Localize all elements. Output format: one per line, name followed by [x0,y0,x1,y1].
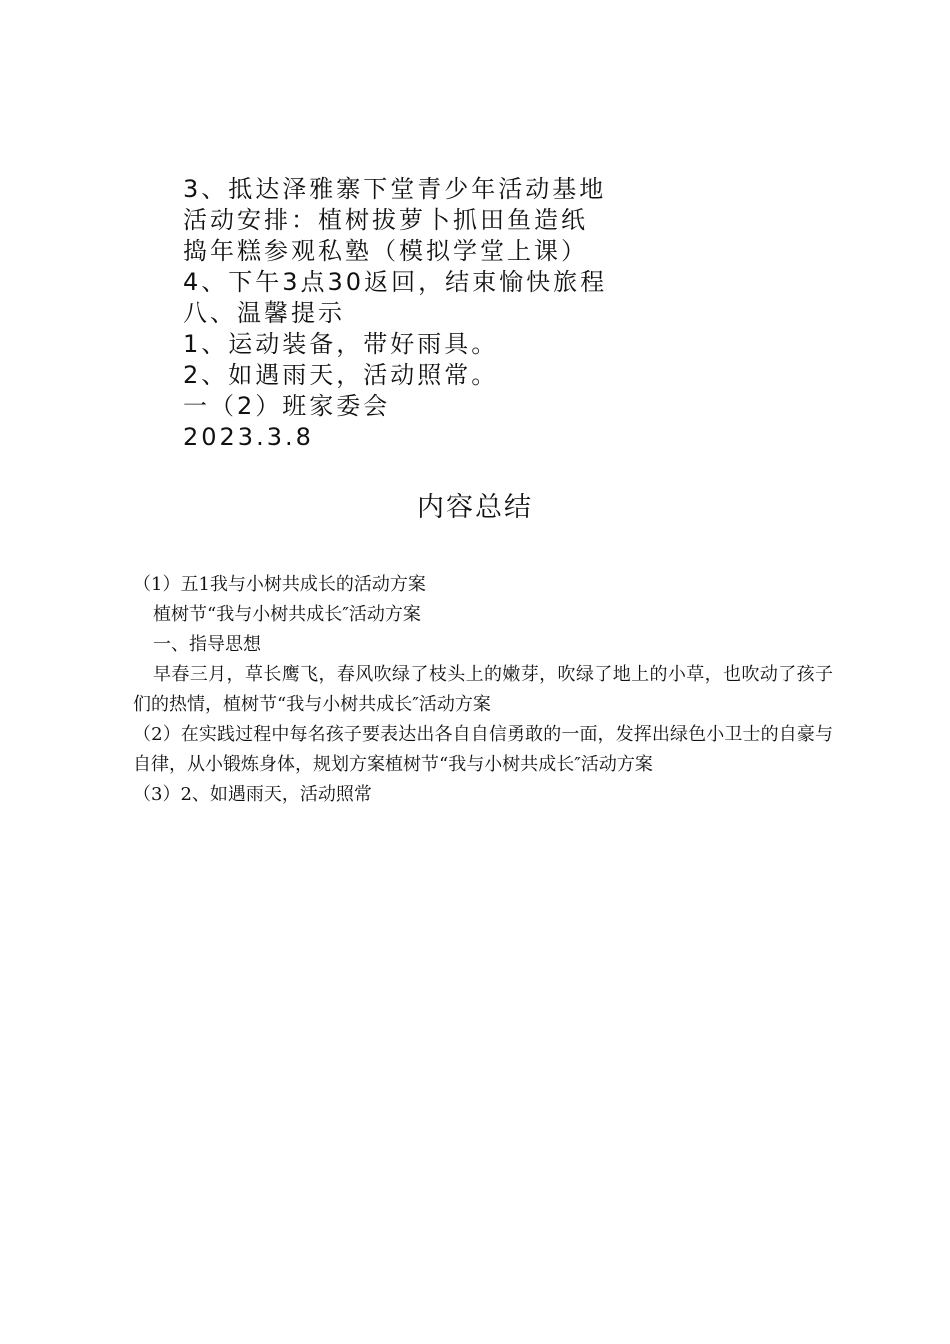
summary-item-2: （2）在实践过程中每名孩子要表达出各自自信勇敢的一面，发挥出绿色小卫士的自豪与自律，从小锻炼身体，规划方案植树节“我与小树共成长″活动方案 [133,724,833,775]
tips-heading: 八、温馨提示 [183,299,345,327]
plan-activities-continued: 捣年糕参观私塾（模拟学堂上课） [183,237,588,265]
summary-guiding-text: 早春三月，草长鹰飞，春风吹绿了枝头上的嫩芽，吹绿了地上的小草，也吹动了孩子们的热情，植树节“我与小树共成长″活动方案 [133,664,833,715]
signature-committee: 一（2）班家委会 [183,392,391,420]
summary-item-1: （1）五1我与小树共成长的活动方案 [133,574,426,595]
summary-section [133,570,833,810]
tip-rain: 2、如遇雨天，活动照常。 [183,361,499,389]
plan-step-return: 4、下午3点30返回，结束愉快旅程 [183,268,608,296]
activity-plan-section [183,174,803,453]
plan-step-arrive: 3、抵达泽雅寨下堂青少年活动基地 [183,175,607,203]
tip-equipment: 1、运动装备，带好雨具。 [183,330,499,358]
summary-title: 内容总结 [417,492,533,523]
summary-item-3: （3）2、如遇雨天，活动照常 [133,784,372,805]
plan-activities: 活动安排：植树拔萝卜抓田鱼造纸 [183,206,588,234]
signature-date: 2023.3.8 [183,423,314,451]
summary-guiding-heading: 一、指导思想 [153,634,261,655]
summary-plan-title: 植树节“我与小树共成长″活动方案 [153,604,421,625]
